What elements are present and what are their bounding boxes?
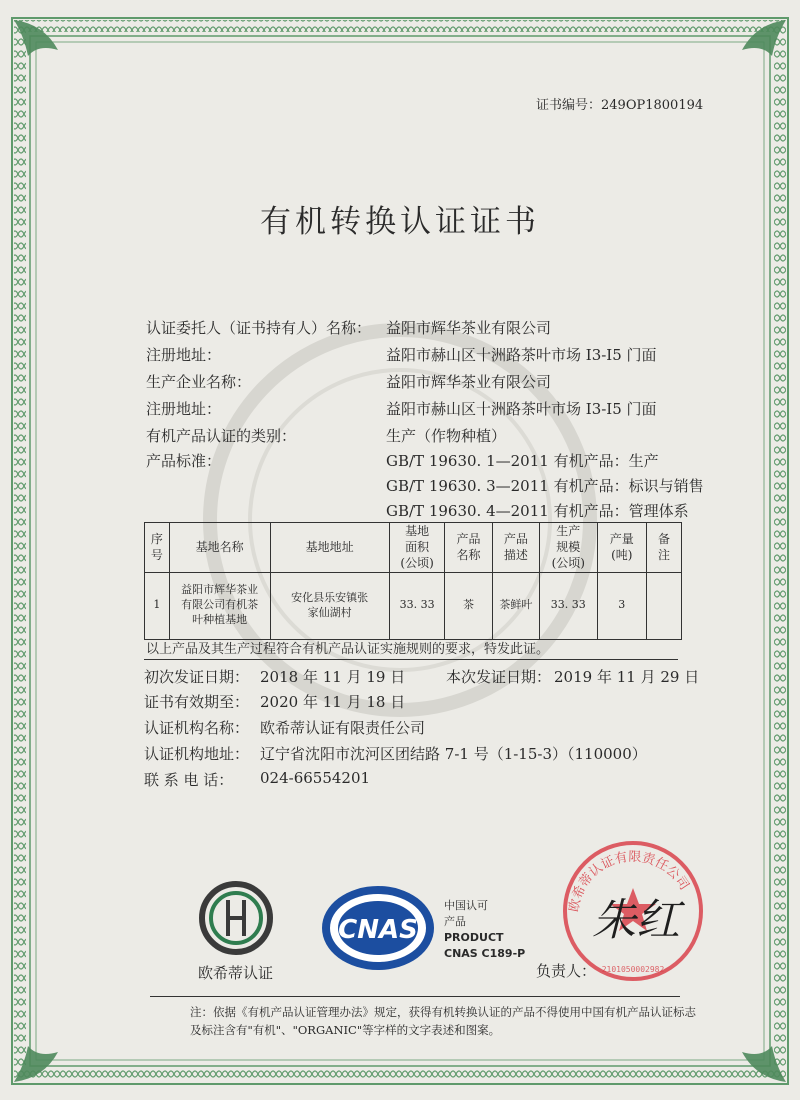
table-header-cell: 基地名称 bbox=[169, 523, 270, 573]
production-base-table bbox=[144, 522, 682, 640]
certificate-title: 有机转换认证证书 bbox=[260, 204, 540, 240]
oct-logo-icon bbox=[188, 878, 284, 958]
responsible-label: 负责人： bbox=[536, 962, 597, 980]
compliance-statement: 以上产品及其生产过程符合有机产品认证实施规则的要求，特发此证。 bbox=[146, 642, 550, 657]
table-cell bbox=[646, 572, 681, 639]
signature: 朱红 bbox=[592, 895, 680, 946]
table-header-cell: 生产 规模 (公顷) bbox=[540, 523, 598, 573]
table-header-cell: 基地地址 bbox=[270, 523, 389, 573]
table-cell: 安化县乐安镇张 家仙湖村 bbox=[270, 572, 389, 639]
cnas-text-block bbox=[444, 898, 525, 962]
footnote-divider bbox=[150, 996, 680, 997]
table-cell: 益阳市辉华茶业 有限公司有机茶 叶种植基地 bbox=[169, 572, 270, 639]
table-header-cell: 产品 名称 bbox=[445, 523, 492, 573]
table-cell: 33. 33 bbox=[540, 572, 598, 639]
issuer-phone-label: 联 系 电 话： bbox=[144, 771, 234, 789]
cnas-wordmark: CNAS bbox=[338, 915, 418, 945]
table-header-row bbox=[145, 523, 682, 573]
standards-label: 产品标准： bbox=[146, 452, 222, 470]
valid-until-value: 2020 年 11 月 18 日 bbox=[260, 693, 406, 711]
table-header-cell: 产品 描述 bbox=[492, 523, 539, 573]
first-issue-label: 初次发证日期： bbox=[144, 668, 250, 686]
producer-name-label: 生产企业名称： bbox=[146, 373, 252, 391]
client-name-label: 认证委托人（证书持有人）名称： bbox=[146, 319, 372, 337]
table-header-cell: 序 号 bbox=[145, 523, 170, 573]
seal-number: 2101050002982 bbox=[601, 965, 665, 974]
issuer-name-value: 欧希蒂认证有限责任公司 bbox=[260, 719, 426, 737]
cnas-line: 产品 bbox=[444, 914, 466, 928]
table-cell: 茶 bbox=[445, 572, 492, 639]
certificate-number-value: 249OP1800194 bbox=[601, 98, 704, 113]
certificate-number-label: 证书编号： bbox=[536, 98, 602, 113]
category-label: 有机产品认证的类别： bbox=[146, 427, 297, 445]
table-row bbox=[145, 572, 682, 639]
standard-item: GB/T 19630. 4—2011 有机产品：管理体系 bbox=[386, 502, 689, 520]
issuer-address-value: 辽宁省沈阳市沈河区团结路 7-1 号（1-15-3）（110000） bbox=[260, 745, 647, 763]
cnas-line: 中国认可 bbox=[444, 899, 488, 912]
client-address-label: 注册地址： bbox=[146, 346, 222, 364]
cnas-line: CNAS C189-P bbox=[444, 946, 526, 960]
category-value: 生产（作物种植） bbox=[386, 427, 507, 445]
current-issue-label: 本次发证日期： bbox=[446, 668, 552, 686]
table-cell: 3 bbox=[597, 572, 646, 639]
table-cell: 33. 33 bbox=[389, 572, 445, 639]
client-address-value: 益阳市赫山区十洲路茶叶市场 I3-I5 门面 bbox=[386, 346, 657, 364]
standard-item: GB/T 19630. 1—2011 有机产品：生产 bbox=[386, 452, 659, 470]
footnote: 注：依据《有机产品认证管理办法》规定，获得有机转换认证的产品不得使用中国有机产品认证标志及标注含有"有机"、"ORGANIC"等字样的文字表述和图案。 bbox=[190, 1005, 696, 1037]
seal-ring-text: 欧希蒂认证有限责任公司 bbox=[566, 849, 692, 914]
standard-item: GB/T 19630. 3—2011 有机产品：标识与销售 bbox=[386, 477, 704, 495]
cnas-line: PRODUCT bbox=[444, 930, 504, 944]
first-issue-value: 2018 年 11 月 19 日 bbox=[260, 668, 406, 686]
producer-name-value: 益阳市辉华茶业有限公司 bbox=[386, 373, 552, 391]
table-header-cell: 备 注 bbox=[646, 523, 681, 573]
issuer-address-label: 认证机构地址： bbox=[144, 745, 250, 763]
cnas-logo-icon bbox=[318, 882, 438, 974]
table-header-cell: 基地 面积 (公顷) bbox=[389, 523, 445, 573]
divider-line bbox=[144, 659, 678, 660]
oct-logo-caption: 欧希蒂认证 bbox=[198, 964, 274, 982]
table-cell: 茶鲜叶 bbox=[492, 572, 539, 639]
table-header-cell: 产量 (吨) bbox=[597, 523, 646, 573]
current-issue-value: 2019 年 11 月 29 日 bbox=[554, 668, 700, 686]
client-name-value: 益阳市辉华茶业有限公司 bbox=[386, 319, 552, 337]
table-cell: 1 bbox=[145, 572, 170, 639]
certificate-number bbox=[536, 94, 703, 113]
producer-address-value: 益阳市赫山区十洲路茶叶市场 I3-I5 门面 bbox=[386, 400, 657, 418]
issuer-phone-value: 024-66554201 bbox=[260, 769, 371, 787]
valid-until-label: 证书有效期至： bbox=[144, 693, 250, 711]
issuer-name-label: 认证机构名称： bbox=[144, 719, 250, 737]
producer-address-label: 注册地址： bbox=[146, 400, 222, 418]
